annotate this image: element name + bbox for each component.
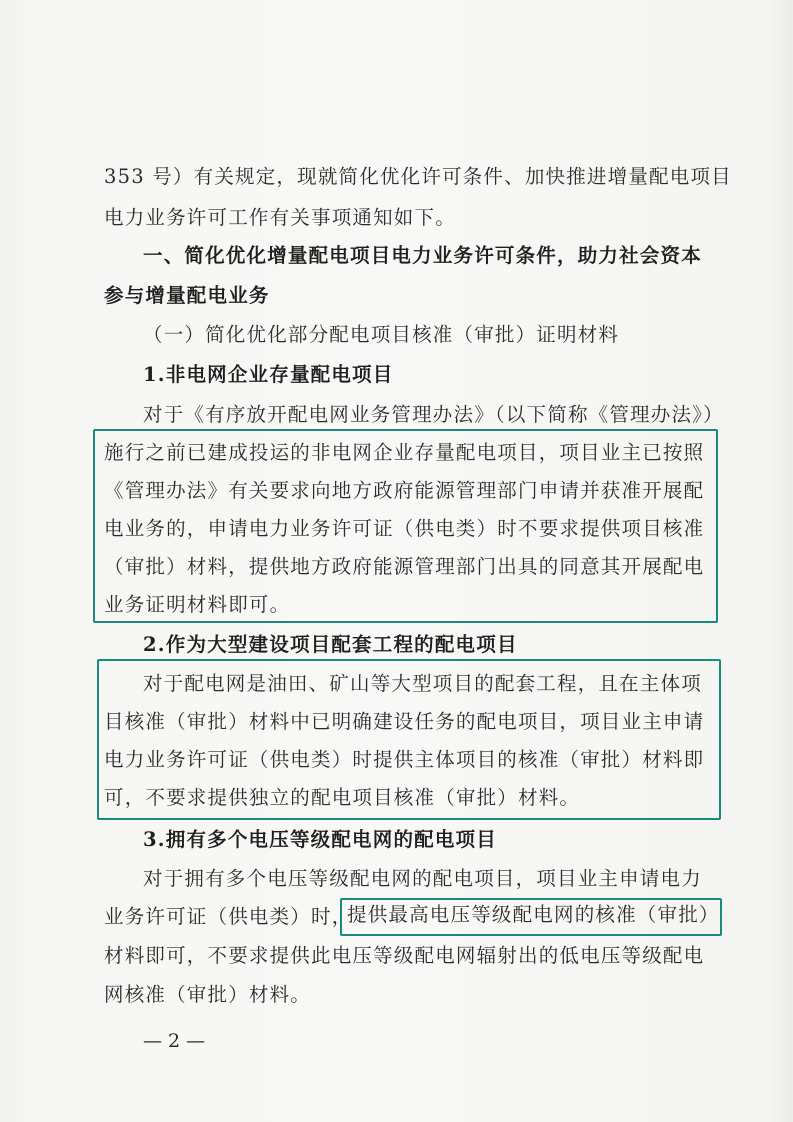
item-text: 对于《有序放开配电网业务管理办法》（以下简称《管理办法》） bbox=[143, 403, 724, 426]
item-text: 可，不要求提供独立的配电项目核准（审批）材料。 bbox=[104, 786, 581, 809]
item-text: 业务证明材料即可。 bbox=[104, 593, 291, 616]
item-text: 对于拥有多个电压等级配电网的配电项目，项目业主申请电力 bbox=[143, 867, 702, 890]
item-text: 《管理办法》有关要求向地方政府能源管理部门申请并获准开展配 bbox=[104, 479, 705, 502]
page-number: — 2 — bbox=[143, 1030, 206, 1052]
section-heading: 参与增量配电业务 bbox=[104, 284, 270, 307]
item-title: 3.拥有多个电压等级配电网的配电项目 bbox=[143, 828, 497, 851]
item-title: 2.作为大型建设项目配套工程的配电项目 bbox=[143, 633, 518, 656]
paragraph-line: 353 号）有关规定，现就简化优化许可条件、加快推进增量配电项目 bbox=[104, 165, 732, 188]
item-text: 网核准（审批）材料。 bbox=[104, 983, 312, 1006]
item-text: 目核准（审批）材料中已明确建设任务的配电项目，项目业主申请 bbox=[104, 710, 705, 733]
item-text: （审批）材料，提供地方政府能源管理部门出具的同意其开展配电 bbox=[104, 555, 705, 578]
subheading: （一）简化优化部分配电项目核准（审批）证明材料 bbox=[143, 323, 620, 346]
section-heading: 一、简化优化增量配电项目电力业务许可条件，助力社会资本 bbox=[143, 244, 702, 267]
item-text: 电力业务许可证（供电类）时提供主体项目的核准（审批）材料即 bbox=[104, 748, 705, 771]
item-text: 材料即可，不要求提供此电压等级配电网辐射出的低电压等级配电 bbox=[104, 944, 705, 967]
item-text: 对于配电网是油田、矿山等大型项目的配套工程，且在主体项 bbox=[143, 672, 702, 695]
paragraph-line: 电力业务许可工作有关事项通知如下。 bbox=[104, 206, 456, 229]
item-text: 电业务的，申请电力业务许可证（供电类）时不要求提供项目核准 bbox=[104, 517, 705, 540]
item-title: 1.非电网企业存量配电项目 bbox=[143, 363, 394, 386]
item-text: 业务许可证（供电类）时， bbox=[104, 905, 353, 928]
highlighted-text: 提供最高电压等级配电网的核准（审批） bbox=[347, 903, 720, 926]
item-text: 施行之前已建成投运的非电网企业存量配电项目，项目业主已按照 bbox=[104, 441, 705, 464]
